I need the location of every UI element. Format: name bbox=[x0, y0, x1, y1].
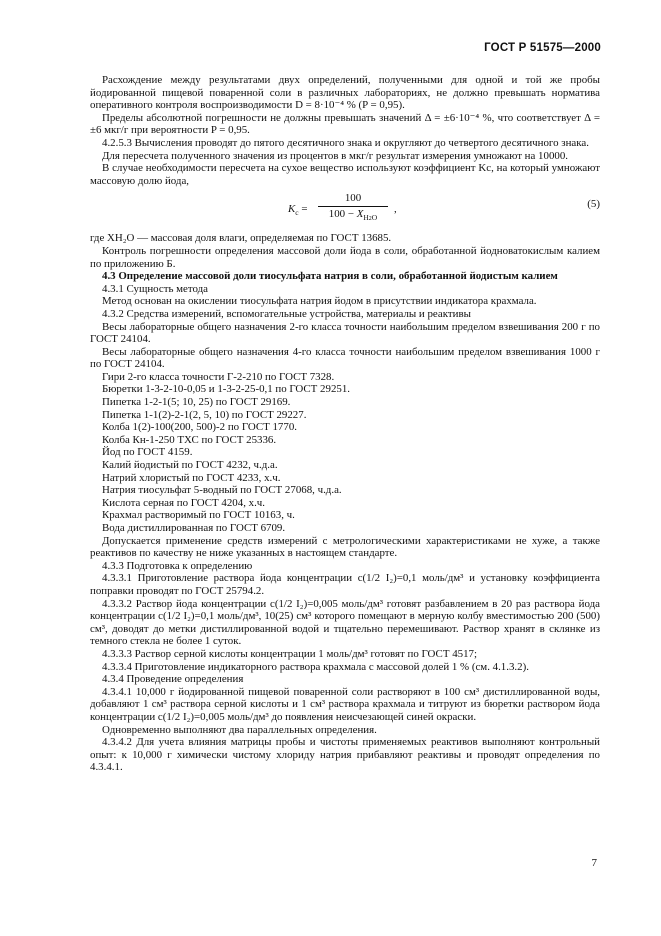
paragraph: В случае необходимости пересчета на сухое вещество используют коэффициент Kc, на который умножают массовую долю йода, bbox=[90, 162, 600, 187]
list-item: Натрий хлористый по ГОСТ 4233, х.ч. bbox=[102, 471, 281, 484]
list-item: Вода дистиллированная по ГОСТ 6709. bbox=[102, 522, 286, 534]
list-item: Крахмал растворимый по ГОСТ 10163, ч. bbox=[102, 509, 295, 522]
subsection-heading: 4.3.1 Сущность метода bbox=[102, 282, 209, 295]
formula-lhs: $K_c$ = bbox=[288, 203, 308, 218]
formula-fraction bbox=[318, 192, 388, 223]
paragraph: Контроль погрешности определения массовой доли йода в соли, обработанной йодноватокислым калием по приложению Б. bbox=[90, 244, 600, 270]
paragraph: 4.3.3.4 Приготовление индикаторного раствора крахмала с массовой долей 1 % (см. 4.1.3.2). bbox=[102, 660, 529, 673]
paragraph: Весы лабораторные общего назначения 2-го класса точности наибольшим пределом взвешивания 200 г по ГОСТ 24104. bbox=[90, 320, 600, 346]
paragraph: Весы лабораторные общего назначения 4-го класса точности наибольшим пределом взвешивания 1000 г по ГОСТ 24104. bbox=[90, 345, 600, 371]
list-item: Пипетка 1-1(2)-2-1(2, 5, 10) по ГОСТ 29227. bbox=[102, 408, 307, 421]
formula-5 bbox=[90, 190, 600, 230]
list-item: Йод по ГОСТ 4159. bbox=[102, 446, 193, 459]
paragraph: 4.2.5.3 Вычисления проводят до пятого десятичного знака и округляют до четвертого десятичного знака. bbox=[102, 136, 589, 149]
document-body bbox=[90, 74, 600, 774]
list-item: Кислота серная по ГОСТ 4204, х.ч. bbox=[102, 496, 266, 509]
list-item: Натрия тиосульфат 5-водный по ГОСТ 27068, ч.д.а. bbox=[102, 484, 342, 497]
list-item: Колба 1(2)-100(200, 500)-2 по ГОСТ 1770. bbox=[102, 421, 297, 434]
section-heading: 4.3 Определение массовой доли тиосульфата натрия в соли, обработанной йодистым калием bbox=[102, 270, 558, 283]
paragraph: Для пересчета полученного значения из процентов в мкг/г результат измерения умножают на 10000. bbox=[102, 149, 569, 162]
paragraph: Метод основан на окислении тиосульфата натрия йодом в присутствии индикатора крахмала. bbox=[102, 295, 537, 308]
page-number: 7 bbox=[591, 857, 597, 869]
list-item: Пипетка 1-2-1(5; 10, 25) по ГОСТ 29169. bbox=[102, 396, 291, 409]
subsection-heading: 4.3.2 Средства измерений, вспомогательные устройства, материалы и реактивы bbox=[102, 307, 471, 320]
paragraph: 4.3.4.1 10,000 г йодированной пищевой поваренной соли растворяют в 100 см³ дистиллированной воды, добавляют 1 см³ раствора серной кислоты и 1 см³ раствора крахмала и титруют из бюретки раствором йода концентрации c(1/2 I₂)=0,005 моль/дм³ до появления неисчезающей синей окраски. bbox=[90, 685, 600, 723]
paragraph: Пределы абсолютной погрешности не должны превышать значений Δ = ±6·10⁻⁴ %, что соответствует Δ = ±6 мкг/г при вероятности P = 0,95. bbox=[90, 111, 600, 137]
list-item: Бюретки 1-3-2-10-0,05 и 1-3-2-25-0,1 по ГОСТ 29251. bbox=[102, 383, 351, 396]
formula-numerator: 100 bbox=[318, 192, 388, 207]
formula-denominator: $100 - X_{H2O}$ bbox=[328, 207, 378, 223]
formula-comma: , bbox=[394, 203, 397, 216]
paragraph: где XH₂O — массовая доля влаги, определяемая по ГОСТ 13685. bbox=[90, 232, 392, 245]
subsection-heading: 4.3.4 Проведение определения bbox=[102, 673, 244, 686]
paragraph: 4.3.3.3 Раствор серной кислоты концентрации 1 моль/дм³ готовят по ГОСТ 4517; bbox=[102, 647, 477, 660]
list-item: Колба Кн-1-250 ТХС по ГОСТ 25336. bbox=[102, 433, 277, 446]
formula-number: (5) bbox=[587, 198, 600, 211]
list-item: Калий йодистый по ГОСТ 4232, ч.д.а. bbox=[102, 459, 278, 472]
paragraph: Допускается применение средств измерений с метрологическими характеристиками не хуже, а также реактивов по качеству не ниже указанных в настоящем стандарте. bbox=[90, 534, 600, 560]
paragraph: 4.3.3.2 Раствор йода концентрации c(1/2 I₂)=0,005 моль/дм³ готовят разбавлением в 20 раз раствора йода концентрации c(1/2 I₂)=0,1 моль/дм³, 10(25) см³ которого помещают в мерную колбу вместимостью 200 (500) см³, доводят до метки дистиллированной водой и тщательно перемешивают. Раствор хранят в склянке из темного стекла не более 1 суток. bbox=[90, 597, 600, 648]
standard-header: ГОСТ Р 51575—2000 bbox=[484, 42, 601, 54]
paragraph: 4.3.3.1 Приготовление раствора йода концентрации c(1/2 I₂)=0,1 моль/дм³ и установку коэффициента поправки проводят по ГОСТ 25794.2. bbox=[90, 572, 600, 597]
subsection-heading: 4.3.3 Подготовка к определению bbox=[102, 559, 253, 572]
paragraph: Одновременно выполняют два параллельных определения. bbox=[102, 723, 377, 736]
list-item: Гири 2-го класса точности Г-2-210 по ГОСТ 7328. bbox=[102, 370, 335, 383]
paragraph: Расхождение между результатами двух определений, полученными для одной и той же пробы йодированной пищевой поваренной соли в различных лабораториях, не должно превышать норматива оперативного контроля воспроизводимости D = 8·10⁻⁴ % (P = 0,95). bbox=[90, 74, 600, 112]
paragraph: 4.3.4.2 Для учета влияния матрицы пробы и чистоты применяемых реактивов выполняют контрольный опыт: к 10,000 г химически чистому хлориду натрия прибавляют реактивы и проводят определения по 4.3.4.1. bbox=[90, 736, 600, 774]
